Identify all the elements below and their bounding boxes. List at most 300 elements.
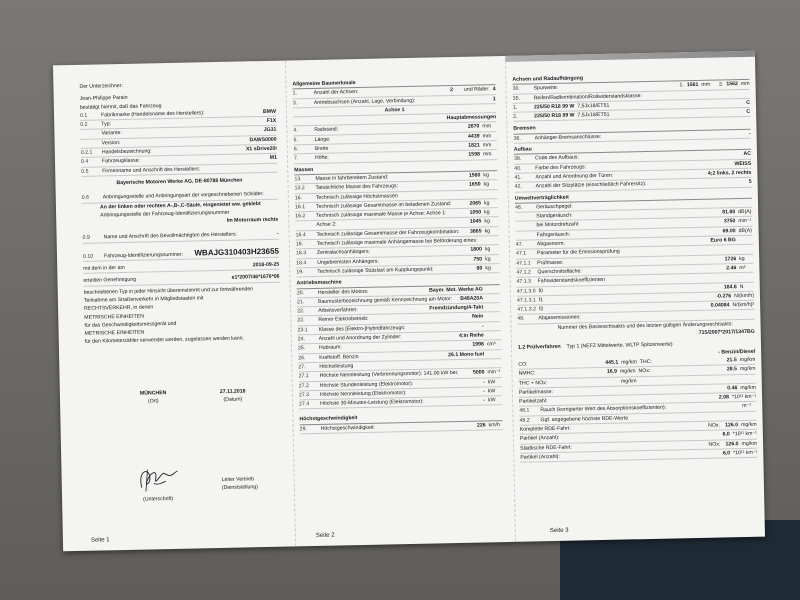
row-value: 3865 xyxy=(469,228,482,235)
text-line: für den Kilometerzähler verwendet werden, zugelassen werden kann. xyxy=(84,335,245,346)
place-value: MÜNCHEN xyxy=(139,390,167,397)
row-label: Rauch (korrigierter Wert des Absorptionskoeffizienten): xyxy=(540,405,667,414)
rolling-class: C xyxy=(746,99,750,106)
row-value: 69.00 xyxy=(722,227,736,235)
row-label: Städtische RDE-Fahrt: xyxy=(520,444,573,452)
row-value: -0.276 xyxy=(716,293,732,300)
row-number: 47.1.3 xyxy=(516,278,532,285)
row-number: 0.10 xyxy=(82,253,94,260)
row-label: Baumusterbezeichnung gemäß Kennzeichnung am Motor: xyxy=(317,295,453,305)
row-number: 18. xyxy=(295,241,304,248)
approval-number: e1*2007/46*1676*06 xyxy=(231,274,280,282)
row-number: 19. xyxy=(296,269,304,276)
row-number: 16.2 xyxy=(295,213,306,220)
row-label: Ggf. angegebene höchste RDE-Werte xyxy=(540,415,629,423)
row-value: - xyxy=(483,388,485,395)
section-environment: Umweltverträglichkeit xyxy=(515,189,752,203)
tyres-list xyxy=(513,99,750,123)
row-unit: mg/km xyxy=(741,421,757,429)
row-label: Breite xyxy=(314,145,329,153)
row-value: 5 xyxy=(748,179,752,186)
basic-act-value: 715/2007*2017/1347BG xyxy=(698,328,755,336)
row-value: 80 xyxy=(476,265,483,272)
row-number: 24. xyxy=(297,336,306,343)
row-unit: mm xyxy=(482,133,492,140)
row-label: Ungebremsten Anhängers: xyxy=(317,258,379,266)
row-label: Version: xyxy=(101,139,121,147)
row-label: Technisch zulässige maximale Masse je Achse: Achse 1: xyxy=(316,210,447,220)
row-number: 18.4 xyxy=(296,259,307,266)
row-label: f1 xyxy=(538,297,544,304)
row-number: 27.1 xyxy=(298,373,309,380)
row-number: 2. xyxy=(513,113,518,120)
row-value: BMW xyxy=(262,108,277,115)
row-value: 1560 xyxy=(468,172,481,179)
row-value: 1050 xyxy=(469,209,482,216)
row-unit: *10¹¹ km⁻¹ xyxy=(732,431,757,438)
row-label: Abgasemissionen: xyxy=(538,314,581,322)
row-number: 27.3 xyxy=(298,391,310,399)
row-unit: mm xyxy=(482,151,492,158)
row-value: 5000 xyxy=(472,369,485,376)
row-number: 16.1 xyxy=(294,204,306,211)
track-2-value: 1562 xyxy=(726,81,738,88)
row-number: 47.1.3.1 xyxy=(516,297,536,304)
row-label: Länge: xyxy=(314,136,331,143)
pollutant-unit: mg/km xyxy=(621,359,637,366)
row-unit: dB(A) xyxy=(738,208,752,216)
row-label: Prüfmasse: xyxy=(537,259,564,266)
page-footer: Seite 1 xyxy=(90,537,110,544)
section-engine: Antriebsmaschine xyxy=(297,275,500,289)
row-value: 4;in Reihe xyxy=(458,332,484,339)
row-number: 41. xyxy=(514,174,522,181)
row-value: 1598 xyxy=(468,151,481,159)
row-value: 3750 xyxy=(723,218,736,225)
section-speed: Höchstgeschwindigkeit xyxy=(299,411,502,425)
row-label: Variante: xyxy=(101,130,122,137)
row-unit: kg xyxy=(485,265,491,272)
row-value: 81.80 xyxy=(722,209,736,216)
row-unit: kW xyxy=(488,397,496,404)
row-number: 35. xyxy=(512,95,521,102)
row-unit: kg xyxy=(483,200,490,207)
row-value: 2065 xyxy=(469,200,482,207)
row-value: 0.46 xyxy=(727,384,738,392)
text-line: Teilnahme am Straßenverkehr in Mitgliedstaaten mit xyxy=(83,295,204,304)
text-line: beschriebenen Typ in jeder Hinsicht übereinstimmt und zur fortwährenden xyxy=(83,285,254,296)
row-label: Anzahl der Achsen: xyxy=(313,89,359,97)
row-value: - xyxy=(481,323,484,330)
row-unit: kW xyxy=(487,378,496,385)
intro-text: Der Unterzeichner: xyxy=(79,82,124,90)
row-value: 1726 xyxy=(724,255,737,263)
row-label: Arbeitsverfahren: xyxy=(318,307,358,315)
row-label: Fahrzeug-Identifizierungsnummer: xyxy=(103,251,184,260)
rim-size: 7,5Jx18/ET51 xyxy=(577,111,610,119)
row-label: erteilten Genehmigung xyxy=(83,277,137,285)
row-unit: kg xyxy=(484,228,491,235)
row-value: - xyxy=(482,378,485,385)
coc-document-sheet xyxy=(53,51,765,552)
row-value: 1045 xyxy=(469,218,482,226)
row-label: f0 xyxy=(538,287,543,294)
pollutant-unit: mg/km xyxy=(619,368,636,375)
row-value: 1650 xyxy=(468,181,481,188)
row-label: Höchste Nennleistung (Elektromotor): xyxy=(319,389,407,398)
page-footer: Seite 2 xyxy=(315,532,335,539)
axle-1-label: 1. xyxy=(679,82,684,89)
row-label: Hubraum: xyxy=(318,344,342,352)
row-unit: kg xyxy=(484,246,491,253)
row-label: Partikelzahl: xyxy=(519,398,548,405)
row-number: 16.4 xyxy=(295,231,306,239)
row-number: 3. xyxy=(292,99,298,106)
pollutant-value: 21.5 xyxy=(726,357,737,364)
row-number: 27.4 xyxy=(299,401,310,408)
row-label: Technisch zulässige maximale Anhängemasse bei Beförderung eines: xyxy=(316,237,478,247)
pollutant-label: NMHC: xyxy=(518,370,536,377)
row-label: Höchste Nennleistung (Verbrennungsmotor): 141.00 kW bei: xyxy=(319,370,459,380)
page-1 xyxy=(53,61,291,552)
row-value: 2670 xyxy=(467,123,480,131)
row-number: 48.1 xyxy=(519,407,530,415)
row-number: 21. xyxy=(296,299,305,306)
row-label: Höhe: xyxy=(314,155,329,162)
row-number: 6. xyxy=(293,146,299,153)
vin-location-label: Anbringungsstelle der Fahrzeug-Identifizierungsnummer xyxy=(100,209,230,219)
row-value: DAWS0000 xyxy=(249,136,277,144)
row-label: Anzahl und Anordnung der Zylinder: xyxy=(318,334,402,342)
row-label: Fahrzeugklasse: xyxy=(101,157,141,165)
vehicle-id-list xyxy=(80,108,277,177)
row-unit: min⁻¹ xyxy=(738,218,752,225)
row-number: 27.2 xyxy=(298,382,309,389)
pollutant-unit: mg/km xyxy=(739,356,756,363)
row-label: Partikelmasse: xyxy=(518,388,554,396)
row-unit: N/(km/h) xyxy=(734,292,755,300)
row-unit: min⁻¹ xyxy=(487,369,501,376)
row-value: - xyxy=(276,231,279,238)
row-value: - xyxy=(483,397,486,404)
row-unit: kg xyxy=(483,172,489,179)
row-unit: kg xyxy=(483,181,490,188)
row-label: Kraftstoff: Benzin xyxy=(319,353,359,361)
track-1-value: 1561 xyxy=(686,82,699,89)
row-number: 30. xyxy=(512,85,520,93)
row-value: 750 xyxy=(473,256,483,263)
test-type: Typ 1 (NEFZ Mittelwerte, WLTP Spitzenwerte) xyxy=(566,341,673,351)
row-unit: mg/km xyxy=(741,440,758,447)
pollutant-label: CO: xyxy=(518,361,528,368)
row-number: 0.4 xyxy=(80,159,89,166)
row-value: X1 sDrive20i xyxy=(245,145,277,153)
row-number: 4. xyxy=(293,127,298,134)
dims-header: Hauptabmessungen xyxy=(446,114,497,122)
row-unit: cm³ xyxy=(486,341,496,348)
pollutant-value: 445.1 xyxy=(605,359,619,366)
row-number: 48. xyxy=(517,316,525,323)
place-block xyxy=(140,389,167,406)
row-number: 38. xyxy=(513,155,522,163)
axle-2-label: 2. xyxy=(718,81,724,88)
manufacturer-address: Bayerische Motoren Werke AG, DE-80788 München xyxy=(116,177,243,187)
row-number: 1. xyxy=(292,90,298,97)
place-label: (Ort) xyxy=(147,398,159,405)
row-label: Geräuschpegel: xyxy=(536,203,573,211)
row-label: Zentralachsanhängers: xyxy=(316,249,371,257)
row-label: Fahrwiderstandskoeffizienten xyxy=(537,277,606,285)
pollutant-unit: mg/km xyxy=(739,365,756,373)
row-label: Fahrgeräusch: xyxy=(536,231,571,239)
row-label: Radstand: xyxy=(314,126,339,134)
pollutant-label: THC + NOx: xyxy=(518,379,548,387)
row-unit: m² xyxy=(739,264,746,272)
row-number: 13. xyxy=(294,176,302,183)
row-label: Typ: xyxy=(101,121,112,128)
row-number: 23.1 xyxy=(297,326,308,334)
row-label: Farbe des Fahrzeugs: xyxy=(535,163,587,171)
section-masses: Massen xyxy=(294,162,497,176)
row-number: 0.2.1 xyxy=(80,149,93,156)
row-label: Technisch zulässige Gesamtmasse der Fahrzeugkombination: xyxy=(316,228,460,238)
row-label: Achse 2: xyxy=(316,221,337,229)
row-number: 16. xyxy=(294,194,303,201)
row-unit: *10¹¹ km⁻¹ xyxy=(731,393,757,401)
row-value: 1 xyxy=(492,95,496,102)
row-label: Parameter für die Emissionsprüfung xyxy=(536,248,620,257)
vin-row xyxy=(83,247,279,261)
pollutant-label: NOx: xyxy=(708,422,721,429)
row-value: Euro 6 BG xyxy=(710,237,736,244)
row-label: Klasse des [Elektro-]Hybridfahrzeugs: xyxy=(318,324,406,333)
signature-block xyxy=(127,461,188,505)
row-value: 126.0 xyxy=(725,440,739,447)
date-value: 27.11.2018 xyxy=(219,388,246,395)
row-value: 184.8 xyxy=(723,283,737,290)
text-line: METRISCHE EINHEITEN xyxy=(84,313,144,321)
text-line: für das Geschwindigkeitsmessgerät und xyxy=(84,320,177,329)
row-value: 2.08 xyxy=(718,394,730,401)
axle-label: Achse 1 xyxy=(384,106,405,114)
row-label: Anbringungsstelle und Anbringungsart der vorgeschriebenen Schilder: xyxy=(102,191,264,201)
row-unit: mm xyxy=(701,81,711,89)
row-unit: km/h xyxy=(488,421,500,429)
row-label: Abgasnorm: xyxy=(536,240,565,248)
page-3 xyxy=(505,51,765,542)
row-value: Fremdzündung/4-Takt xyxy=(429,304,484,312)
row-label: Technisch zulässige Stützlast am Kupplungspunkt: xyxy=(317,266,434,275)
row-label: Technisch zulässige Höchstmassen xyxy=(315,192,398,201)
test-label: 1.2 Prüfverfahren xyxy=(517,344,561,352)
row-unit: N xyxy=(739,283,744,290)
pollutant-label: NOx: xyxy=(708,441,721,448)
row-unit: *10¹¹ km⁻¹ xyxy=(733,449,758,457)
row-value: AC xyxy=(743,151,752,158)
row-number: 1. xyxy=(512,104,518,111)
row-value: - xyxy=(748,130,751,137)
row-value: M1 xyxy=(269,155,278,162)
row-unit: mm xyxy=(740,81,750,88)
row-number: 13.2 xyxy=(294,185,305,192)
row-number: 46. xyxy=(515,204,523,211)
row-value: 126.0 xyxy=(725,422,739,429)
signatory-name: Jean-Philippe Parain xyxy=(79,95,128,103)
rde-list xyxy=(520,421,758,463)
row-label: f2 xyxy=(538,306,544,313)
row-number: 47.1 xyxy=(515,250,527,258)
row-unit: kg xyxy=(484,218,490,225)
row-value: JG31 xyxy=(263,127,277,134)
row-value: 4439 xyxy=(467,133,480,140)
rolling-class: C xyxy=(746,109,751,116)
row-label: Hersteller des Motors: xyxy=(317,288,369,296)
section-axles: Achsen und Radaufhängung xyxy=(512,71,749,85)
row-label: Handelsbezeichnung: xyxy=(101,148,152,156)
row-value: 2018-09-25 xyxy=(252,261,280,269)
row-number: 18.3 xyxy=(295,250,307,257)
row-value: 6,0 xyxy=(722,431,730,438)
page-footer: Seite 3 xyxy=(549,527,569,534)
position-label: (Dienststellung) xyxy=(221,484,258,492)
fuel-type: - Benzin/Diesel xyxy=(718,348,756,356)
pollutant-label xyxy=(640,380,736,382)
row-number: 25. xyxy=(297,345,306,352)
dimensions-list xyxy=(293,123,497,164)
row-label: Technisch zulässige Gesamtmasse im beladenen Zustand: xyxy=(315,200,452,210)
body-list xyxy=(514,150,752,192)
row-number: 0.5 xyxy=(81,168,89,175)
row-label: Masse in fahrbereitem Zustand: xyxy=(315,174,389,182)
row-number: 40. xyxy=(514,165,522,172)
signature-image xyxy=(127,461,188,496)
vin-value: WBAJG310403H23655 xyxy=(194,246,280,258)
row-number: 48.2 xyxy=(519,417,530,424)
position-value: Leiter Vertrieb xyxy=(221,476,255,483)
row-label: Höchste Stundenleistung (Elektromotor): xyxy=(319,380,414,389)
row-value: 4 xyxy=(492,86,496,93)
section-general: Allgemeine Baumerkmale xyxy=(292,76,495,90)
row-number: 26. xyxy=(298,354,306,361)
row-label: Anzahl der Sitzplätze (einschließlich Fahrersitz): xyxy=(535,181,647,190)
section-body: Aufbau xyxy=(514,141,751,155)
row-value: 6,0 xyxy=(722,450,731,457)
row-label: und Räder: xyxy=(463,86,490,94)
row-unit: dB(A) xyxy=(738,227,752,234)
row-number: 7. xyxy=(293,155,299,162)
row-label: bei Motordrehzahl: xyxy=(536,221,580,229)
date-label: (Datum) xyxy=(223,396,243,404)
row-number: 0.1 xyxy=(79,112,88,119)
tyre-size: 225/50 R18 99 W xyxy=(533,103,575,111)
row-unit: kg xyxy=(484,209,490,216)
row-value: B48A20A xyxy=(460,295,484,302)
row-number: 0.6 xyxy=(81,194,90,202)
pollutant-label: NOx: xyxy=(638,368,651,375)
row-label: Spurweite: xyxy=(533,85,559,92)
row-label: Höchstleistung xyxy=(319,363,354,370)
tyre-size: 225/50 R18 99 W xyxy=(534,112,575,120)
conformity-text xyxy=(84,284,281,346)
label-location-value: An der linken oder rechten A-,B-,C-Säule, eingenietet ww. geklebt xyxy=(99,200,261,211)
representative-row xyxy=(83,230,279,243)
basic-act-label: Nummer des Basisrechtsakts und des letzten gültigen Änderungsrechtsakts: xyxy=(557,320,733,331)
row-number: 20. xyxy=(296,289,305,296)
row-number: 29. xyxy=(299,425,307,433)
row-number: 47.1.2 xyxy=(516,269,531,276)
row-number: 47.1.3.2 xyxy=(517,306,537,313)
section-brakes: Bremsen xyxy=(513,120,750,134)
row-number: 22. xyxy=(297,317,305,324)
row-label: mit dem in der am xyxy=(83,264,125,272)
confirm-text: bestätigt hiermit, daß das Fahrzeug xyxy=(79,102,162,111)
row-number: 27. xyxy=(298,364,306,371)
row-number: 47.1.3.0 xyxy=(516,287,536,295)
row-number: 5. xyxy=(293,137,298,144)
vin-location-value: Im Motorraum rechts xyxy=(226,216,279,224)
pollutant-unit: mg/km xyxy=(620,377,637,385)
since-row xyxy=(83,261,279,274)
row-label: Standgeräusch: xyxy=(536,212,573,220)
row-number: 42. xyxy=(514,183,522,191)
row-number: 22. xyxy=(297,308,305,315)
row-value: WEISS xyxy=(734,160,752,167)
row-unit: mg/km xyxy=(740,384,756,391)
row-number: 0.2 xyxy=(80,121,88,129)
row-number: 36. xyxy=(513,135,521,142)
row-value: 2.46 xyxy=(726,265,737,272)
row-label: Antriebsachsen (Anzahl, Lage, Verbindung): xyxy=(313,97,416,106)
page-2 xyxy=(285,56,511,546)
row-unit: kg xyxy=(485,255,491,263)
row-value: 1998 xyxy=(472,341,484,348)
text-line: RECHTSVERKEHR, in denen xyxy=(84,304,154,313)
row-value: 4;2 links, 2 rechts xyxy=(707,169,752,177)
date-block xyxy=(220,387,246,404)
pollutant-value: 28.5 xyxy=(726,366,738,373)
row-label: Code des Aufbaus: xyxy=(534,154,579,162)
row-label: Höchste 30-Minuten-Leistung (Elektromotor): xyxy=(320,398,424,407)
row-label: Komplette RDE-Fahrt: xyxy=(519,425,571,433)
row-number: 47.1.1 xyxy=(516,260,531,267)
row-unit: mm xyxy=(482,123,492,130)
row-label: Partikel (Anzahl): xyxy=(519,435,560,442)
row-value: Bayer. Mot. Werke AG xyxy=(429,285,483,294)
row-unit: m⁻¹ xyxy=(742,403,752,410)
signature-label: (Unterschrift) xyxy=(143,495,174,503)
position-block xyxy=(222,475,258,492)
engine-list xyxy=(297,285,502,410)
pollutant-value: 16.9 xyxy=(606,368,618,376)
row-label: Partikel (Anzahl): xyxy=(520,453,560,461)
row-label: Höchstgeschwindigkeit: xyxy=(320,424,375,432)
text-line: METRISCHE EINHEITEN xyxy=(84,329,145,337)
row-unit: kW xyxy=(487,388,496,395)
row-value: 226 xyxy=(476,422,486,429)
row-label: Reifen/Radkombination/Rollwiderstandsklasse: xyxy=(533,92,642,101)
masses-list xyxy=(294,171,499,277)
row-unit: kg xyxy=(739,255,745,262)
row-label: Tatsächliche Masse des Fahrzeugs: xyxy=(315,183,399,192)
row-number: 0.9 xyxy=(82,235,90,242)
row-value: Nein xyxy=(472,313,484,321)
row-value: 26.1 Mono fuel xyxy=(448,351,485,358)
row-label: Firmenname und Anschrift des Herstellers: xyxy=(102,166,201,175)
row-label: Anhänger-Bremsanschlüsse: xyxy=(534,133,602,142)
row-label: Fabrikmarke (Handelsname des Herstellers): xyxy=(100,110,205,119)
row-value: 1800 xyxy=(470,246,483,254)
row-value: 2 xyxy=(450,87,454,94)
